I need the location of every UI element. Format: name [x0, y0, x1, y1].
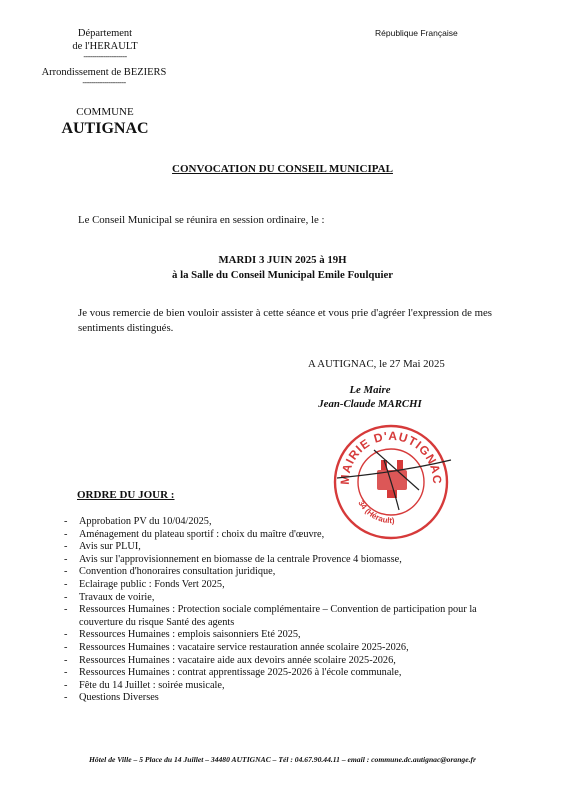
republic-label: République Française — [375, 28, 458, 38]
list-item: - Travaux de voirie, — [64, 592, 509, 605]
commune-name: AUTIGNAC — [61, 120, 149, 137]
closing-text: Je vous remercie de bien vouloir assister à cette séance et vous prie d'agréer l'expression de mes sentiments distingués. — [78, 307, 493, 334]
arrondissement-block — [34, 66, 174, 87]
meeting-date: MARDI 3 JUIN 2025 à 19H — [218, 254, 347, 266]
department-label: Département — [77, 28, 133, 39]
department-separator: -------------------- — [83, 52, 127, 61]
list-item: - Ressources Humaines : Protection sociale complémentaire – Convention de participation pour la couverture du risque Santé des agents — [64, 604, 509, 629]
stamp-top-text: MAIRIE D'AUTIGNAC — [337, 428, 445, 486]
meeting-place: à la Salle du Conseil Municipal Emile Foulquier — [171, 269, 394, 281]
agenda-list — [64, 516, 509, 705]
list-item: - Ressources Humaines : emplois saisonniers Eté 2025, — [64, 629, 509, 642]
arrondissement-separator: -------------------- — [82, 78, 126, 87]
signature-name: Jean-Claude MARCHI — [318, 398, 422, 410]
list-item: - Convention d'honoraires consultation juridique, — [64, 566, 509, 579]
footer-address: Hôtel de Ville – 5 Place du 14 Juillet – 34480 AUTIGNAC – Tél : 04.67.90.44.11 – email : commune.dc.autignac@orange.fr — [89, 755, 476, 764]
stamp-bottom-text: 34 (Hérault) — [356, 498, 395, 526]
signature-block — [300, 383, 440, 411]
place-date: A AUTIGNAC, le 27 Mai 2025 — [308, 358, 445, 370]
list-item: - Approbation PV du 10/04/2025, — [64, 516, 509, 529]
list-item: - Questions Diverses — [64, 692, 509, 705]
list-item: - Ressources Humaines : vacataire service restauration année scolaire 2025-2026, — [64, 642, 509, 655]
list-item: - Eclairage public : Fonds Vert 2025, — [64, 579, 509, 592]
department-name: de l'HERAULT — [72, 41, 138, 52]
list-item: - Aménagement du plateau sportif : choix du maître d'œuvre, — [64, 529, 509, 542]
arrondissement-name: Arrondissement de BEZIERS — [41, 67, 167, 78]
list-item: - Ressources Humaines : contrat apprentissage 2025-2026 à l'école communale, — [64, 667, 509, 680]
title-text: CONVOCATION DU CONSEIL MUNICIPAL — [172, 163, 393, 175]
meeting-block — [0, 253, 565, 283]
intro-text: Le Conseil Municipal se réunira en session ordinaire, le : — [78, 214, 325, 226]
commune-label: COMMUNE — [76, 106, 134, 118]
signature-role: Le Maire — [349, 384, 391, 396]
agenda-heading: ORDRE DU JOUR : — [77, 489, 175, 501]
list-item: - Ressources Humaines : vacataire aide aux devoirs année scolaire 2025-2026, — [64, 655, 509, 668]
commune-block — [45, 106, 165, 138]
list-item: - Avis sur PLUI, — [64, 541, 509, 554]
page-title — [0, 163, 565, 175]
list-item: - Avis sur l'approvisionnement en biomasse de la centrale Provence 4 biomasse, — [64, 554, 509, 567]
list-item: - Fête du 14 Juillet : soirée musicale, — [64, 680, 509, 693]
department-block — [40, 27, 170, 61]
